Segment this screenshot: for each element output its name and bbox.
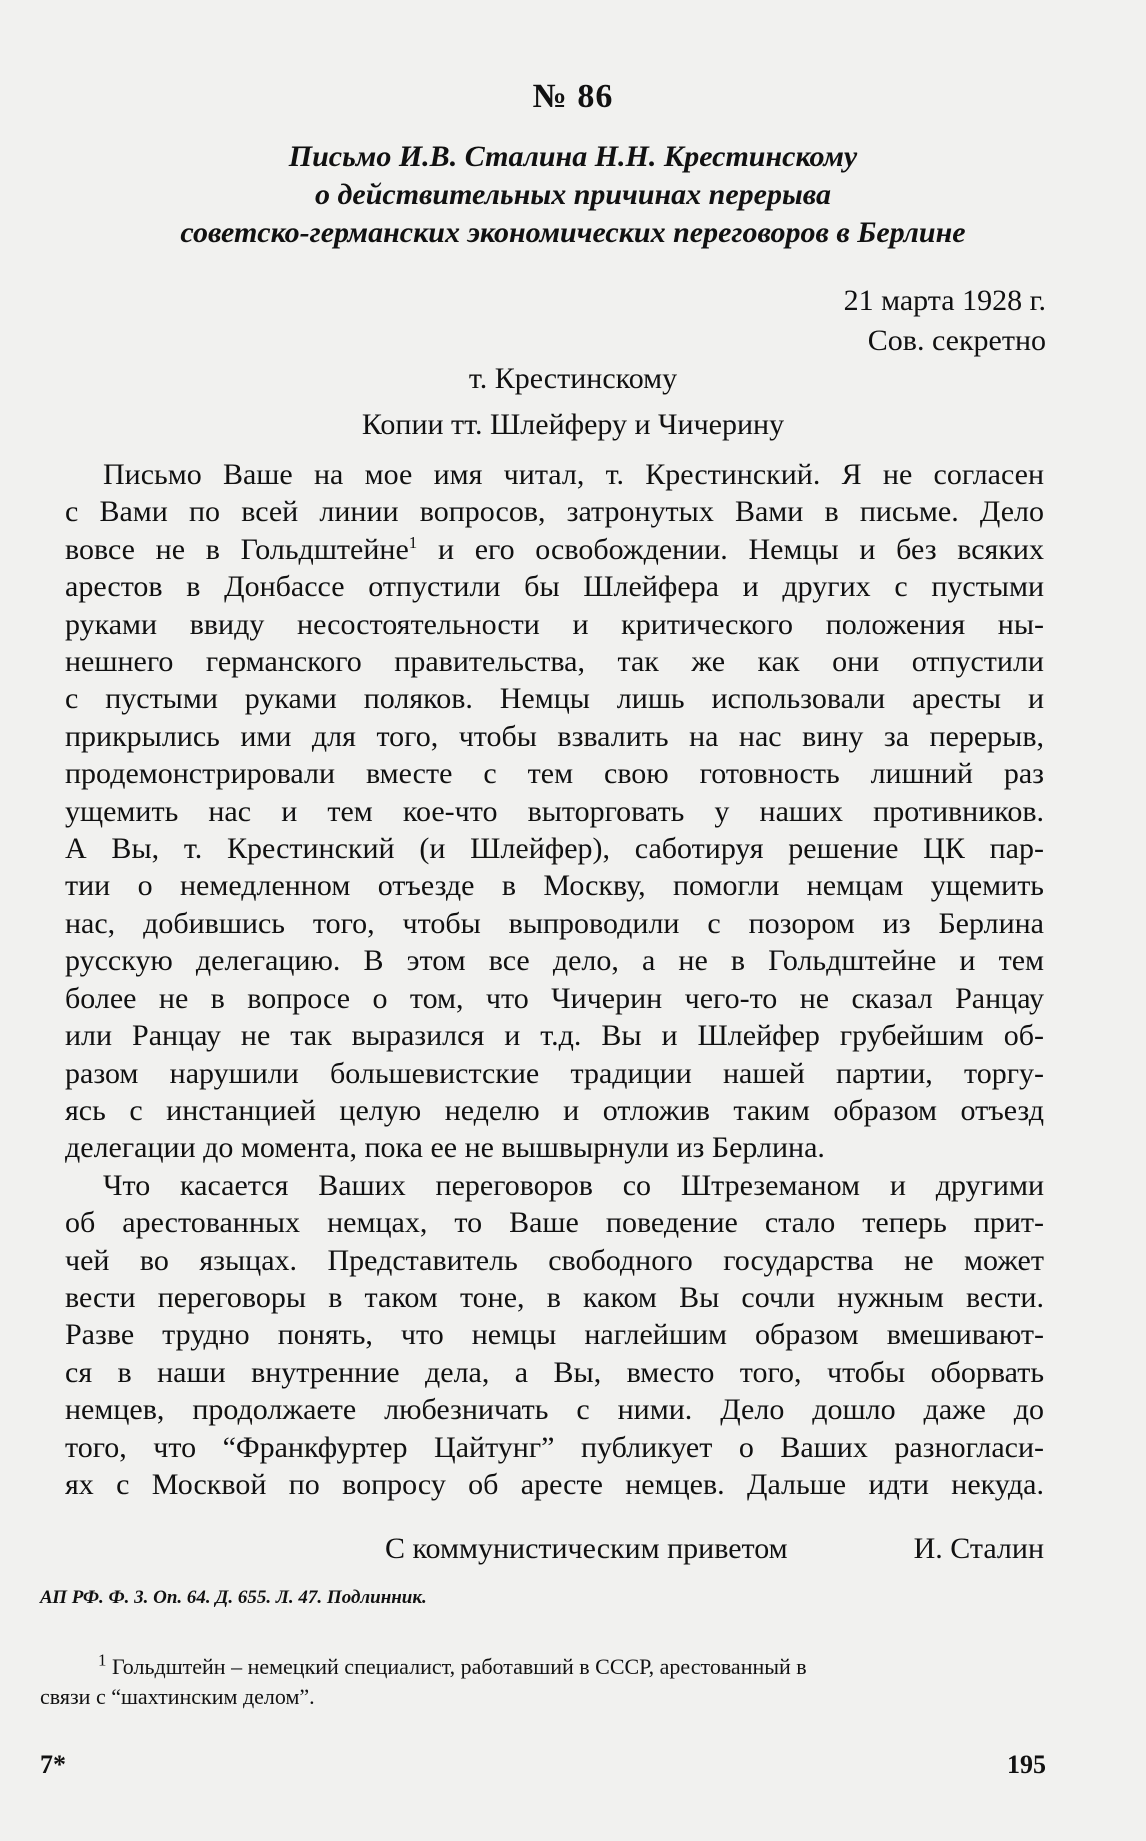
body-line: тии о немедленном отъезде в Москву, помогли немцам ущемить xyxy=(65,869,1044,903)
copies-line: Копии тт. Шлейферу и Чичерину xyxy=(361,408,785,441)
footnote-text: Гольдштейн – немецкий специалист, работавший в СССР, арестованный в xyxy=(112,1654,807,1679)
body-line: русскую делегацию. В этом все дело, а не в Гольдштейне и тем xyxy=(65,944,1044,978)
footnote-line: связи с “шахтинским делом”. xyxy=(40,1684,315,1709)
body-line: об арестованных немцах, то Ваше поведение стало теперь прит- xyxy=(65,1206,1044,1240)
signature-name: И. Сталин xyxy=(913,1532,1044,1565)
addressee: т. Крестинскому xyxy=(468,362,678,395)
body-line: ущемить нас и тем кое-что выторговать у наших противников. xyxy=(65,794,1044,828)
closing-greeting: С коммунистическим приветом xyxy=(385,1532,788,1565)
document-number: № 86 xyxy=(532,78,614,115)
body-line: прикрылись ими для того, чтобы взвалить на нас вину за перерыв, xyxy=(65,719,1044,753)
printer-signature-mark: 7* xyxy=(40,1750,66,1779)
body-line: более не в вопросе о том, что Чичерин чего-то не сказал Ранцау xyxy=(65,981,1044,1015)
body-line-with-footnote xyxy=(65,531,1044,568)
body-line: вести переговоры в таком тоне, в каком Вы сочли нужным вести. xyxy=(65,1280,1044,1314)
body-line: с пустыми руками поляков. Немцы лишь использовали аресты и xyxy=(65,682,1044,716)
letter-body xyxy=(65,456,1044,1503)
body-line: или Ранцау не так выразился и т.д. Вы и Шлейфер грубейшим об- xyxy=(65,1019,1044,1053)
document-date: 21 марта 1928 г. xyxy=(843,284,1046,317)
body-line: А Вы, т. Крестинский (и Шлейфер), саботируя решение ЦК пар- xyxy=(65,832,1044,866)
body-line: разом нарушили большевистские традиции нашей партии, торгу- xyxy=(65,1056,1044,1090)
body-line: Письмо Ваше на мое имя читал, т. Крестинский. Я не согласен xyxy=(103,458,1044,491)
footnote-reference: 1 xyxy=(408,532,418,552)
body-line: нас, добившись того, чтобы выпроводили с позором из Берлина xyxy=(65,906,1044,940)
body-line: немцев, продолжаете любезничать с ними. Дело дошло даже до xyxy=(65,1393,1044,1427)
body-line: Разве трудно понять, что немцы наглейшим образом вмешивают- xyxy=(65,1318,1044,1352)
body-line: руками ввиду несостоятельности и критического положения ны- xyxy=(65,607,1044,641)
title-line: Письмо И.В. Сталина Н.Н. Крестинскому xyxy=(288,140,858,173)
body-line: арестов в Донбассе отпустили бы Шлейфера и других с пустыми xyxy=(65,570,1044,604)
title-line: о действительных причинах перерыва xyxy=(315,178,831,211)
footnote-line xyxy=(40,1652,1045,1682)
body-line: нешнего германского правительства, так же как они отпустили xyxy=(65,645,1044,679)
body-line: ся в наши внутренние дела, а Вы, вместо того, чтобы оборвать xyxy=(65,1355,1044,1389)
archive-reference: АП РФ. Ф. 3. Оп. 64. Д. 655. Л. 47. Подлинник. xyxy=(40,1587,427,1608)
body-line: ях с Москвой по вопросу об аресте немцев. Дальше идти некуда. xyxy=(65,1467,1044,1501)
body-line-part: вовсе не в Гольдштейне xyxy=(65,532,409,566)
body-line: чей во языцах. Представитель свободного государства не может xyxy=(65,1243,1044,1277)
page-number: 195 xyxy=(1007,1750,1046,1779)
document-title xyxy=(0,138,1146,252)
body-line: делегации до момента, пока ее не вышвырнули из Берлина. xyxy=(65,1131,825,1165)
body-line-part: и его освобождении. Немцы и без всяких xyxy=(417,532,1044,566)
footnote-mark: 1 xyxy=(98,1650,107,1670)
footnote xyxy=(40,1652,1045,1712)
body-line: того, что “Франкфуртер Цайтунг” публикует о Ваших разногласи- xyxy=(65,1430,1044,1464)
secrecy-stamp: Сов. секретно xyxy=(867,324,1046,357)
title-line: советско-германских экономических переговоров в Берлине xyxy=(180,216,966,249)
body-line: с Вами по всей линии вопросов, затронутых Вами в письме. Дело xyxy=(65,495,1044,529)
body-line: Что касается Ваших переговоров со Штреземаном и другими xyxy=(103,1168,1044,1202)
body-line: ясь с инстанцией целую неделю и отложив таким образом отъезд xyxy=(65,1093,1044,1127)
body-line: продемонстрировали вместе с тем свою готовность лишний раз xyxy=(65,757,1044,791)
